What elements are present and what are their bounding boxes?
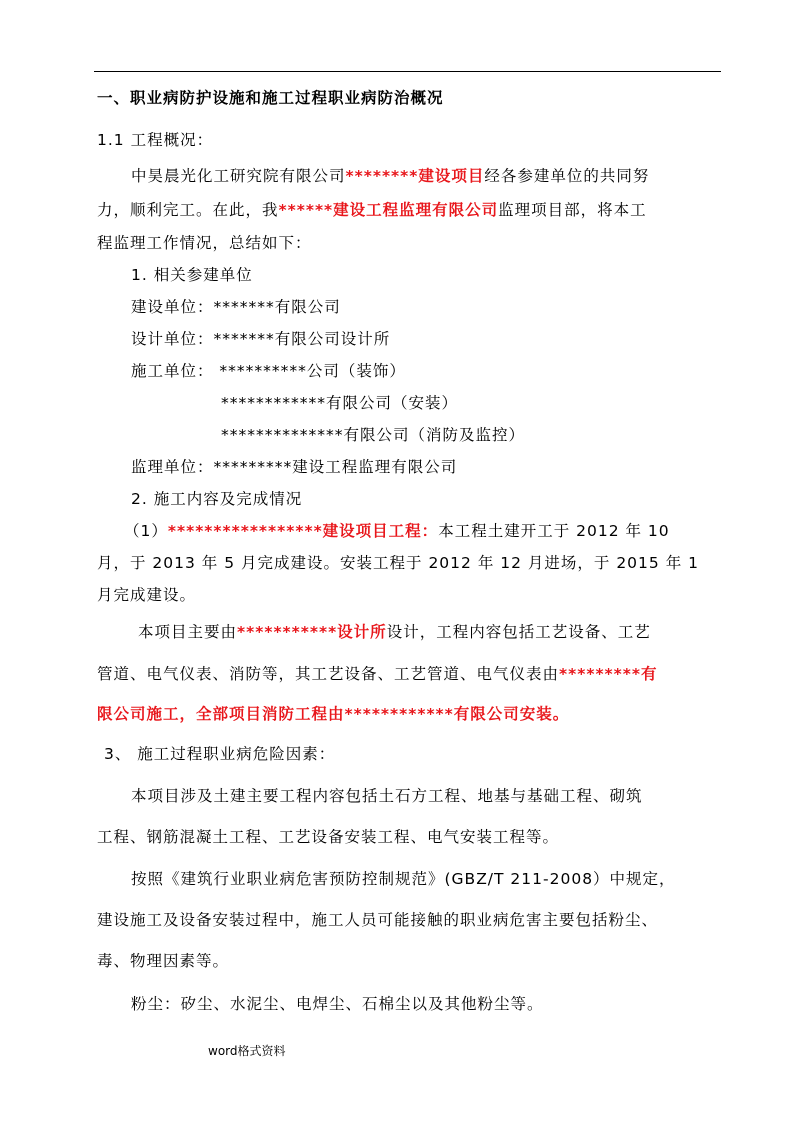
section-heading: 一、职业病防护设施和施工过程职业病防治概况 [97, 89, 444, 107]
contractor-highlight: *********有 [559, 665, 658, 683]
supervisor-name-highlight: ******建设工程监理有限公司 [278, 201, 499, 219]
dust-hazards: 粉尘：矽尘、水泥尘、电焊尘、石棉尘以及其他粉尘等。 [131, 995, 544, 1013]
page-footer: word格式资料 [208, 1044, 286, 1058]
scope-line-2: 管道、电气仪表、消防等，其工艺设备、工艺管道、电气仪表由*********有 [97, 665, 658, 683]
builder-unit-2: ************有限公司（安装） [221, 394, 459, 412]
intro-line-3: 程监理工作情况，总结如下： [97, 234, 312, 252]
header-rule [94, 71, 721, 72]
company-name: 中昊晨光化工研究院有限公司 [131, 167, 346, 185]
scope-line-1: 本项目主要由***********设计所设计，工程内容包括工艺设备、工艺 [138, 623, 651, 641]
hazards-paragraph-2-line-2: 建设施工及设备安装过程中，施工人员可能接触的职业病危害主要包括粉尘、 [97, 911, 659, 929]
construction-unit: 建设单位：*******有限公司 [131, 298, 341, 316]
project-works-highlight: *****************建设项目工程： [167, 522, 439, 540]
progress-line-1: （1）*****************建设项目工程：本工程土建开工于 2012 年 10 [124, 522, 670, 540]
design-institute-highlight: ***********设计所 [237, 623, 387, 641]
progress-line-3: 月完成建设。 [97, 586, 197, 604]
progress-line-2: 月，于 2013 年 5 月完成建设。安装工程于 2012 年 12 月进场，于 2015 年 1 [97, 554, 699, 572]
hazards-paragraph-2-line-3: 毒、物理因素等。 [97, 952, 230, 970]
item-2-title: 2. 施工内容及完成情况 [131, 490, 303, 508]
hazards-paragraph-1-line-2: 工程、钢筋混凝土工程、工艺设备安装工程、电气安装工程等。 [97, 828, 560, 846]
supervision-unit: 监理单位：*********建设工程监理有限公司 [131, 458, 458, 476]
project-name-highlight: ********建设项目 [345, 167, 485, 185]
design-unit: 设计单位：*******有限公司设计所 [131, 330, 391, 348]
subsection-title: 1.1 工程概况： [97, 131, 214, 149]
hazards-paragraph-1-line-1: 本项目涉及土建主要工程内容包括土石方工程、地基与基础工程、砌筑 [131, 787, 643, 805]
hazards-paragraph-2-line-1: 按照《建筑行业职业病危害预防控制规范》(GBZ/T 211-2008）中规定， [131, 870, 676, 888]
intro-line-2: 力，顺利完工。在此，我******建设工程监理有限公司监理项目部，将本工 [97, 201, 647, 219]
builder-unit-1: 施工单位： **********公司（装饰） [131, 362, 406, 380]
scope-line-3: 限公司施工，全部项目消防工程由************有限公司安装。 [97, 705, 570, 723]
intro-line-1: 中昊晨光化工研究院有限公司********建设项目经各参建单位的共同努 [131, 167, 650, 185]
item-3-title: 3、 施工过程职业病危险因素： [104, 745, 336, 763]
item-1-title: 1. 相关参建单位 [131, 266, 253, 284]
builder-unit-3: **************有限公司（消防及监控） [221, 426, 526, 444]
